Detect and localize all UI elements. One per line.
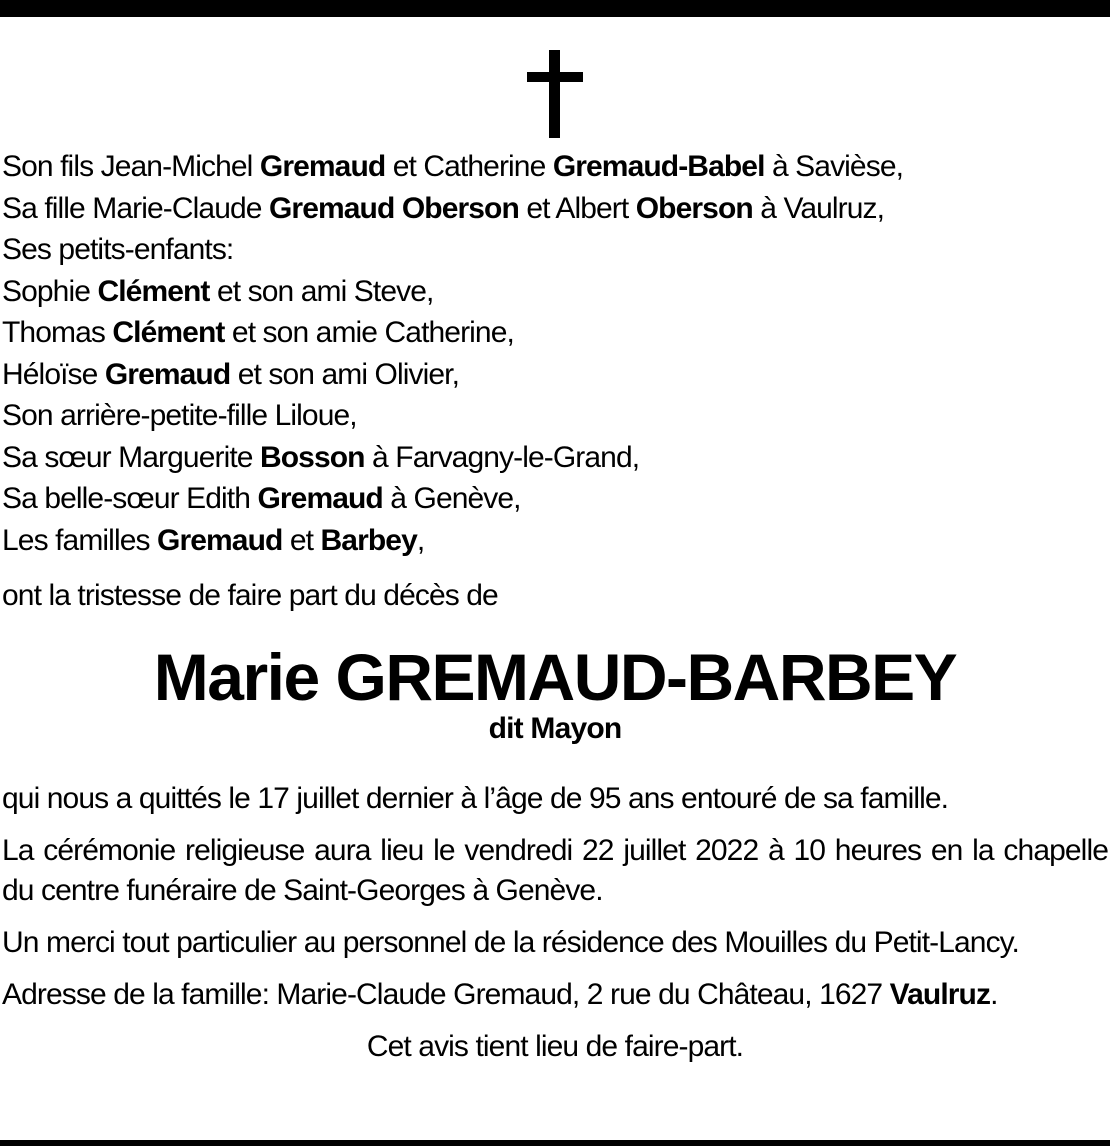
closing-note: Cet avis tient lieu de faire-part.: [366, 1030, 744, 1063]
family-line-daughter: Sa fille Marie-Claude Gremaud Oberson et Albert Oberson à Vaulruz,: [2, 191, 885, 225]
family-line-grandchildren-heading: Ses petits-enfants:: [2, 233, 234, 266]
family-address: Adresse de la famille: Marie-Claude Gremaud, 2 rue du Château, 1627 Vaulruz.: [2, 978, 998, 1011]
family-line-sister-in-law: Sa belle-sœur Edith Gremaud à Genève,: [2, 482, 521, 515]
deceased-nickname: dit Mayon: [488, 712, 622, 745]
family-line-grandchild-heloise: Héloïse Gremaud et son ami Olivier,: [2, 357, 460, 391]
cross-icon: [527, 50, 583, 138]
deceased-name: Marie GREMAUD-BARBEY: [153, 640, 957, 714]
top-border-rule: [0, 0, 1110, 17]
family-line-grandchild-sophie: Sophie Clément et son ami Steve,: [2, 274, 434, 308]
bottom-border-rule: [0, 1140, 1110, 1146]
thanks-paragraph: Un merci tout particulier au personnel de la résidence des Mouilles du Petit-Lancy.: [2, 926, 1019, 959]
family-line-grandchild-thomas: Thomas Clément et son amie Catherine,: [2, 316, 514, 349]
family-list: [2, 146, 1108, 561]
family-line-sister: Sa sœur Marguerite Bosson à Farvagny-le-Grand,: [2, 440, 640, 474]
family-line-son: Son fils Jean-Michel Gremaud et Catherine Gremaud-Babel à Savièse,: [2, 150, 904, 183]
passing-paragraph: qui nous a quittés le 17 juillet dernier à l’âge de 95 ans entouré de sa famille.: [2, 782, 949, 815]
obituary-content: [2, 146, 1108, 1067]
family-line-families: Les familles Gremaud et Barbey,: [2, 523, 425, 557]
family-line-great-granddaughter: Son arrière-petite-fille Liloue,: [2, 399, 357, 432]
announcement-text: ont la tristesse de faire part du décès de: [2, 579, 498, 612]
ceremony-paragraph: La cérémonie religieuse aura lieu le vendredi 22 juillet 2022 à 10 heures en la chapelle du centre funéraire de Saint-Georges à Genève.: [2, 834, 1108, 907]
